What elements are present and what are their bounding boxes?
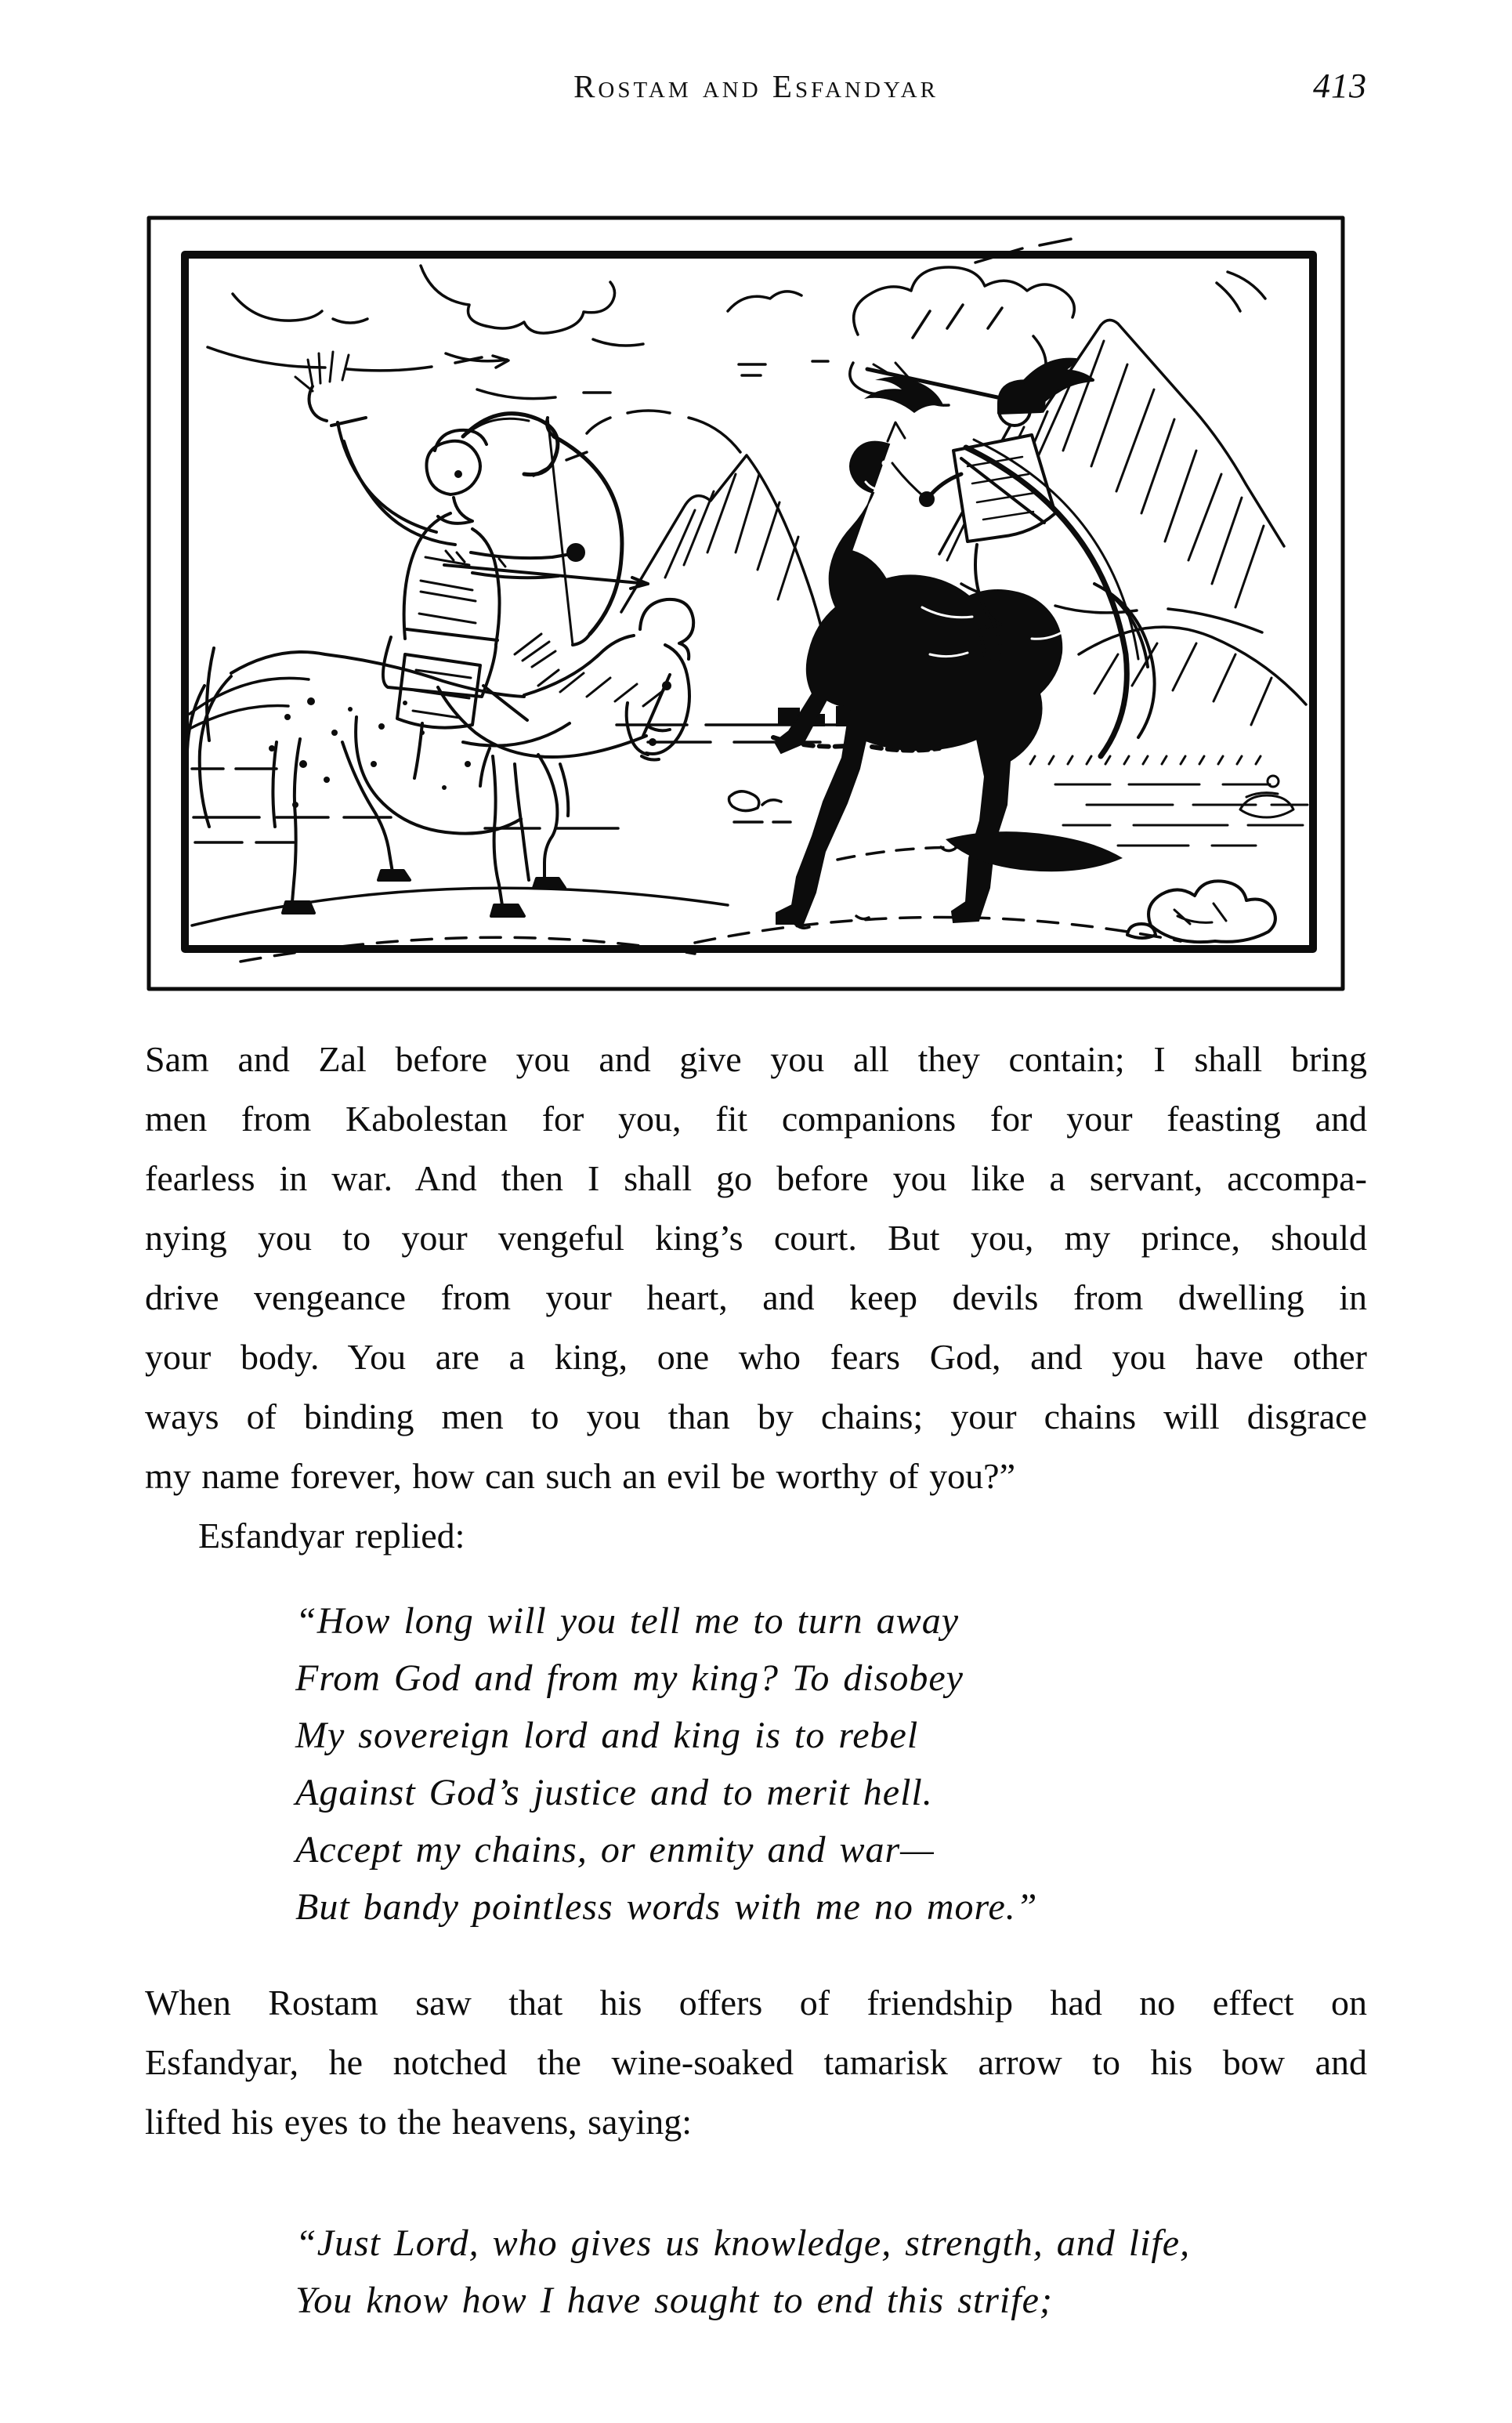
left-rider-drawing xyxy=(295,352,648,697)
verse-line: From God and from my king? To disobey xyxy=(295,1657,964,1699)
text-line: fearless in war. And then I shall go before you like a servant, accompa- xyxy=(145,1158,1367,1198)
text-line: lifted his eyes to the heavens, saying: xyxy=(145,2102,693,2142)
page-header xyxy=(145,67,1367,114)
illustration-figure xyxy=(146,215,1345,991)
verse-line: “How long will you tell me to turn away xyxy=(295,1600,959,1642)
rocks-drawing xyxy=(1127,881,1275,942)
verse-line: You know how I have sought to end this strife; xyxy=(295,2280,1053,2321)
text-line: When Rostam saw that his offers of friendship had no effect on xyxy=(145,1983,1367,2023)
page-number: 413 xyxy=(1313,67,1367,105)
text-line: your body. You are a king, one who fears God, and you have other xyxy=(145,1337,1367,1377)
verse-line: But bandy pointless words with me no more.” xyxy=(295,1886,1038,1928)
text-line: ways of binding men to you than by chains; your chains will disgrace xyxy=(145,1396,1367,1436)
text-line: Sam and Zal before you and give you all they contain; I shall bring xyxy=(145,1039,1367,1079)
illustration-frame xyxy=(149,218,1343,989)
verse-block-2 xyxy=(295,2215,1392,2329)
text-line: men from Kabolestan for you, fit companions for your feasting and xyxy=(145,1099,1367,1139)
verse-line: Against God’s justice and to merit hell. xyxy=(295,1772,933,1813)
text-line: drive vengeance from your heart, and keep devils from dwelling in xyxy=(145,1277,1367,1317)
verse-block-1 xyxy=(295,1592,1392,1936)
paragraph-2 xyxy=(145,1973,1367,2152)
river-drawing xyxy=(1055,776,1308,846)
paragraph-1 xyxy=(145,1030,1367,1566)
left-horse-drawing xyxy=(187,599,693,916)
text-line: my name forever, how can such an evil be worthy of you?” xyxy=(145,1456,1015,1496)
text-line: Esfandyar, he notched the wine-soaked tamarisk arrow to his bow and xyxy=(145,2042,1367,2082)
text-line: nying you to your vengeful king’s court. But you, my prince, should xyxy=(145,1218,1367,1258)
verse-line: Accept my chains, or enmity and war— xyxy=(295,1829,935,1871)
page-title: Rostam and Esfandyar xyxy=(573,68,939,104)
verse-line: “Just Lord, who gives us knowledge, strength, and life, xyxy=(295,2222,1191,2264)
speech-intro-line: Esfandyar replied: xyxy=(198,1516,465,1556)
illustration-drawing xyxy=(146,215,1345,991)
verse-line: My sovereign lord and king is to rebel xyxy=(295,1715,919,1756)
